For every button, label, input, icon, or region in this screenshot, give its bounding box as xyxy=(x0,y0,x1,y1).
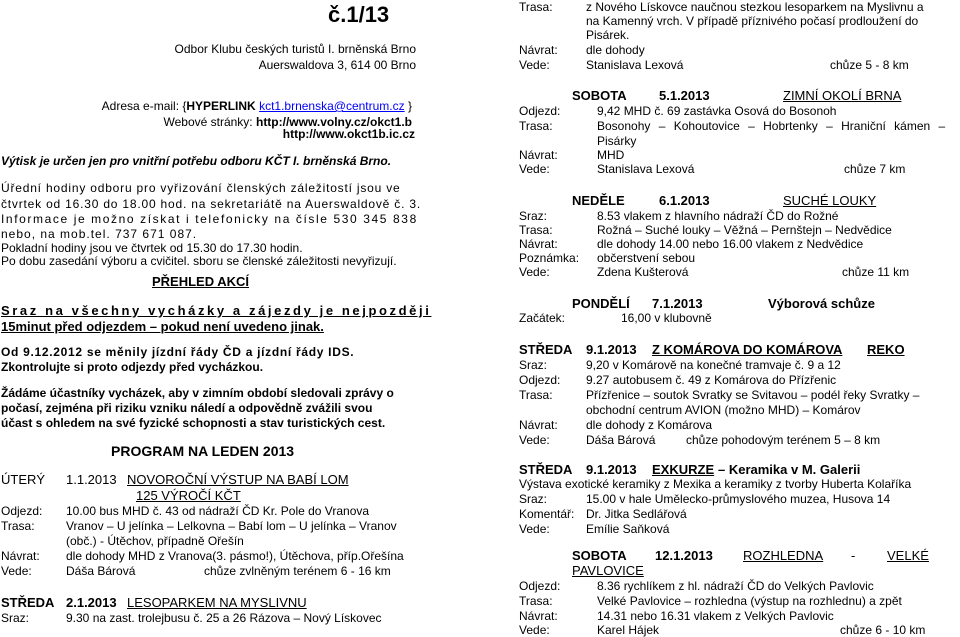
winter-note-3: účast s ohledem na své fyzické schopnosti a stav turistických cest. xyxy=(1,416,386,430)
e3-departure: 9,42 MHD č. 69 zastávka Osová do Bosonoh xyxy=(597,104,837,118)
e4-day: NEDĚLE xyxy=(572,193,625,208)
e4-note-label: Poznámka: xyxy=(519,251,580,265)
e6-meet-label: Sraz: xyxy=(519,358,548,372)
e2-title: LESOPARKEM NA MYSLIVNU xyxy=(127,595,307,610)
e3-leader: Stanislava Lexová xyxy=(597,162,695,176)
e4-route-label: Trasa: xyxy=(519,223,553,237)
cont-leader: Stanislava Lexová xyxy=(586,58,684,72)
e3-route-label: Trasa: xyxy=(519,119,553,133)
e4-meet-label: Sraz: xyxy=(519,209,548,223)
e3-title: ZIMNÍ OKOLÍ BRNA xyxy=(783,88,902,103)
e7-comment-label: Komentář: xyxy=(519,507,575,521)
e4-return-label: Návrat: xyxy=(519,237,558,251)
email-link[interactable]: kct1.brnenska@centrum.cz xyxy=(259,99,405,113)
e8-leader: Karel Hájek xyxy=(597,623,660,637)
e7-date: 9.1.2013 xyxy=(586,462,637,477)
e6-meet: 9,20 v Komárově na konečné tramvaje č. 9 a 12 xyxy=(586,358,841,372)
e6-departure-label: Odjezd: xyxy=(519,373,561,387)
e6-walk: chůze pohodovým terénem 5 – 8 km xyxy=(686,433,881,447)
e4-title: SUCHÉ LOUKY xyxy=(783,193,877,208)
e6-route-2: obchodní centrum AVION (možno MHD) – Komárov xyxy=(586,403,861,417)
e1-title-2: 125 VÝROČÍ KČT xyxy=(136,488,241,503)
timetable-note-2: Zkontrolujte si proto odjezdy před vycházkou. xyxy=(1,360,264,374)
program-title: PROGRAM NA LEDEN 2013 xyxy=(111,443,295,459)
club-address: Auerswaldova 3, 614 00 Brno xyxy=(258,58,416,72)
overview-title: PŘEHLED AKCÍ xyxy=(152,274,250,289)
winter-note-1: Žádáme účastníky vycházek, aby v zimním období sledovali zprávy o xyxy=(1,386,394,400)
e2-day: STŘEDA xyxy=(1,595,55,610)
web-link-2[interactable]: http://www.okct1b.ic.cz xyxy=(282,127,415,141)
e4-date: 6.1.2013 xyxy=(659,193,710,208)
e7-leader: Emílie Saňková xyxy=(586,522,670,536)
cont-return: dle dohody xyxy=(586,43,645,57)
meeting-rule-2: 15minut před odjezdem – pokud není uvedeno jinak. xyxy=(1,319,324,334)
e6-date: 9.1.2013 xyxy=(586,342,637,357)
e5-date: 7.1.2013 xyxy=(652,296,703,311)
e1-day: ÚTERÝ xyxy=(1,472,46,487)
e8-route-label: Trasa: xyxy=(519,594,553,608)
cont-leader-label: Vede: xyxy=(519,58,550,72)
e4-leader: Zdena Kušterová xyxy=(597,265,689,279)
e4-note: občerstvení sebou xyxy=(597,251,696,265)
e3-walk: chůze 7 km xyxy=(844,162,906,176)
office-line-2: čtvrtek od 16.30 do 18.00 hod. na sekretariátě na Auerswaldově č. 3. xyxy=(1,197,421,211)
office-line-4: nebo, na mob.tel. 737 671 087. xyxy=(1,227,198,241)
e8-departure-label: Odjezd: xyxy=(519,579,561,593)
e7-day: STŘEDA xyxy=(519,462,573,477)
e7-comment: Dr. Jitka Sedlářová xyxy=(586,507,687,521)
e5-start-label: Začátek: xyxy=(519,311,566,325)
e1-leader-label: Vede: xyxy=(1,564,32,578)
e6-return-label: Návrat: xyxy=(519,418,558,432)
e8-route: Velké Pavlovice – rozhledna (výstup na rozhlednu) a zpět xyxy=(597,594,902,608)
e8-return-label: Návrat: xyxy=(519,609,558,623)
e2-date: 2.1.2013 xyxy=(66,595,117,610)
e1-route-label: Trasa: xyxy=(1,519,35,533)
winter-note-2: počasí, zejména při riziku vzniku náledí a odpovědně zvážili svou xyxy=(1,401,373,415)
e1-date: 1.1.2013 xyxy=(66,472,117,487)
e1-return: dle dohody MHD z Vranova(3. pásmo!), Útěchova, příp.Ořešína xyxy=(66,549,404,563)
e3-leader-label: Vede: xyxy=(519,162,550,176)
e6-return: dle dohody z Komárova xyxy=(586,418,713,432)
e1-departure: 10.00 bus MHD č. 43 od nádraží ČD Kr. Pole do Vranova xyxy=(66,504,370,518)
e5-day: PONDĚLÍ xyxy=(572,296,630,311)
e4-leader-label: Vede: xyxy=(519,265,550,279)
e6-departure: 9.27 autobusem č. 49 z Komárova do Přízřenic xyxy=(586,373,837,387)
cont-route-2: na Kamenný vrch. V případě příznivého počasí prodloužení do xyxy=(586,14,919,28)
e7-meet-label: Sraz: xyxy=(519,492,548,506)
issue-number: č.1/13 xyxy=(328,2,390,27)
e8-return: 14.31 nebo 16.31 vlakem z Velkých Pavlovic xyxy=(597,609,834,623)
e1-return-label: Návrat: xyxy=(1,549,40,563)
club-name: Odbor Klubu českých turistů I. brněnská Brno xyxy=(174,42,416,56)
e8-title-4: PAVLOVICE xyxy=(572,563,644,578)
e1-walk: chůze zvlněným terénem 6 - 16 km xyxy=(204,564,391,578)
e3-route-1: Bosonohy – Kohoutovice – Hobrtenky – Hraniční kámen – xyxy=(597,119,946,133)
e6-leader: Dáša Bárová xyxy=(586,433,656,447)
e7-title-1: EXKURZE xyxy=(652,462,715,477)
e3-day: SOBOTA xyxy=(572,88,627,103)
e3-date: 5.1.2013 xyxy=(659,88,710,103)
e3-return: MHD xyxy=(597,148,625,162)
e7-title-2: – Keramika v M. Galerii xyxy=(718,462,861,477)
cont-return-label: Návrat: xyxy=(519,43,558,57)
e6-title-2: REKO xyxy=(867,342,905,357)
e5-title: Výborová schůze xyxy=(768,296,875,311)
e8-departure: 8.36 rychlíkem z hl. nádraží ČD do Velkých Pavlovic xyxy=(597,579,874,593)
web-link-1[interactable]: http://www.volny.cz/okct1.b xyxy=(255,115,412,129)
office-line-5: Pokladní hodiny jsou ve čtvrtek od 15.30 do 17.30 hodin. xyxy=(1,241,303,255)
cont-route-1: z Nového Lískovce naučnou stezkou lesoparkem na Myslivnu a xyxy=(586,0,924,14)
meeting-rule-1: Sraz na všechny vycházky a zájezdy je nejpozději xyxy=(1,303,432,318)
e7-description: Výstava exotické keramiky z Mexika a keramiky z tvorby Huberta Kolaříka xyxy=(519,477,912,491)
cont-route-3: Pisárek. xyxy=(586,28,630,42)
e1-departure-label: Odjezd: xyxy=(1,504,43,518)
e8-title-3: VELKÉ xyxy=(887,548,929,563)
e7-leader-label: Vede: xyxy=(519,522,550,536)
e3-route-2: Pisárky xyxy=(597,134,637,148)
e8-title-2: - xyxy=(851,548,856,563)
e1-title-1: NOVOROČNÍ VÝSTUP NA BABÍ LOM xyxy=(127,472,349,487)
e5-start: 16,00 v klubovně xyxy=(621,311,712,325)
office-line-3: Informace je možno získat i telefonicky na čísle 530 345 838 xyxy=(1,212,418,226)
e4-meet: 8.53 vlakem z hlavního nádraží ČD do Rožné xyxy=(597,209,839,223)
internal-note: Výtisk je určen jen pro vnitřní potřebu odboru KČT I. brněnská Brno. xyxy=(1,154,392,168)
cont-route-label: Trasa: xyxy=(519,0,553,14)
e4-walk: chůze 11 km xyxy=(842,265,910,279)
e8-day: SOBOTA xyxy=(572,548,627,563)
e6-leader-label: Vede: xyxy=(519,433,550,447)
e6-route-label: Trasa: xyxy=(519,388,553,402)
cont-walk: chůze 5 - 8 km xyxy=(830,58,909,72)
email-line: Adresa e-mail: {HYPERLINK kct1.brnenska@centrum.cz } xyxy=(101,99,412,113)
office-line-6: Po dobu zasedání výboru a cvičitel. sboru se členské záležitosti nevyřizují. xyxy=(1,254,397,268)
e7-meet: 15.00 v hale Umělecko-průmyslového muzea, Husova 14 xyxy=(586,492,891,506)
timetable-note-1: Od 9.12.2012 se měnily jízdní řády ČD a jízdní řády IDS. xyxy=(1,345,355,359)
e6-day: STŘEDA xyxy=(519,342,573,357)
e2-meet-label: Sraz: xyxy=(1,611,30,625)
e8-title-1: ROZHLEDNA xyxy=(743,548,824,563)
e8-leader-label: Vede: xyxy=(519,623,550,637)
web-line: Webové stránky: http://www.volny.cz/okct1.b xyxy=(163,115,412,129)
e2-meet: 9.30 na zast. trolejbusu č. 25 a 26 Rázova – Nový Lískovec xyxy=(66,611,382,625)
e8-walk: chůze 6 - 10 km xyxy=(840,623,926,637)
e8-date: 12.1.2013 xyxy=(655,548,713,563)
e1-route-2: (obč.) - Útěchov, případně Ořešín xyxy=(66,534,244,548)
e1-leader: Dáša Bárová xyxy=(66,564,136,578)
e3-departure-label: Odjezd: xyxy=(519,104,561,118)
office-line-1: Úřední hodiny odboru pro vyřizování členských záležitostí jsou ve xyxy=(1,181,401,195)
e6-title-1: Z KOMÁROVA DO KOMÁROVA xyxy=(652,342,843,357)
e4-return: dle dohody 14.00 nebo 16.00 vlakem z Nedvědice xyxy=(597,237,864,251)
e3-return-label: Návrat: xyxy=(519,148,558,162)
e6-route-1: Přízřenice – soutok Svratky se Svitavou – podél řeky Svratky – xyxy=(586,388,920,402)
e4-route: Rožná – Suché louky – Věžná – Pernštejn – Nedvědice xyxy=(597,223,892,237)
e1-route-1: Vranov – U jelínka – Lelkovna – Babí lom – U jelínka – Vranov xyxy=(66,519,397,533)
